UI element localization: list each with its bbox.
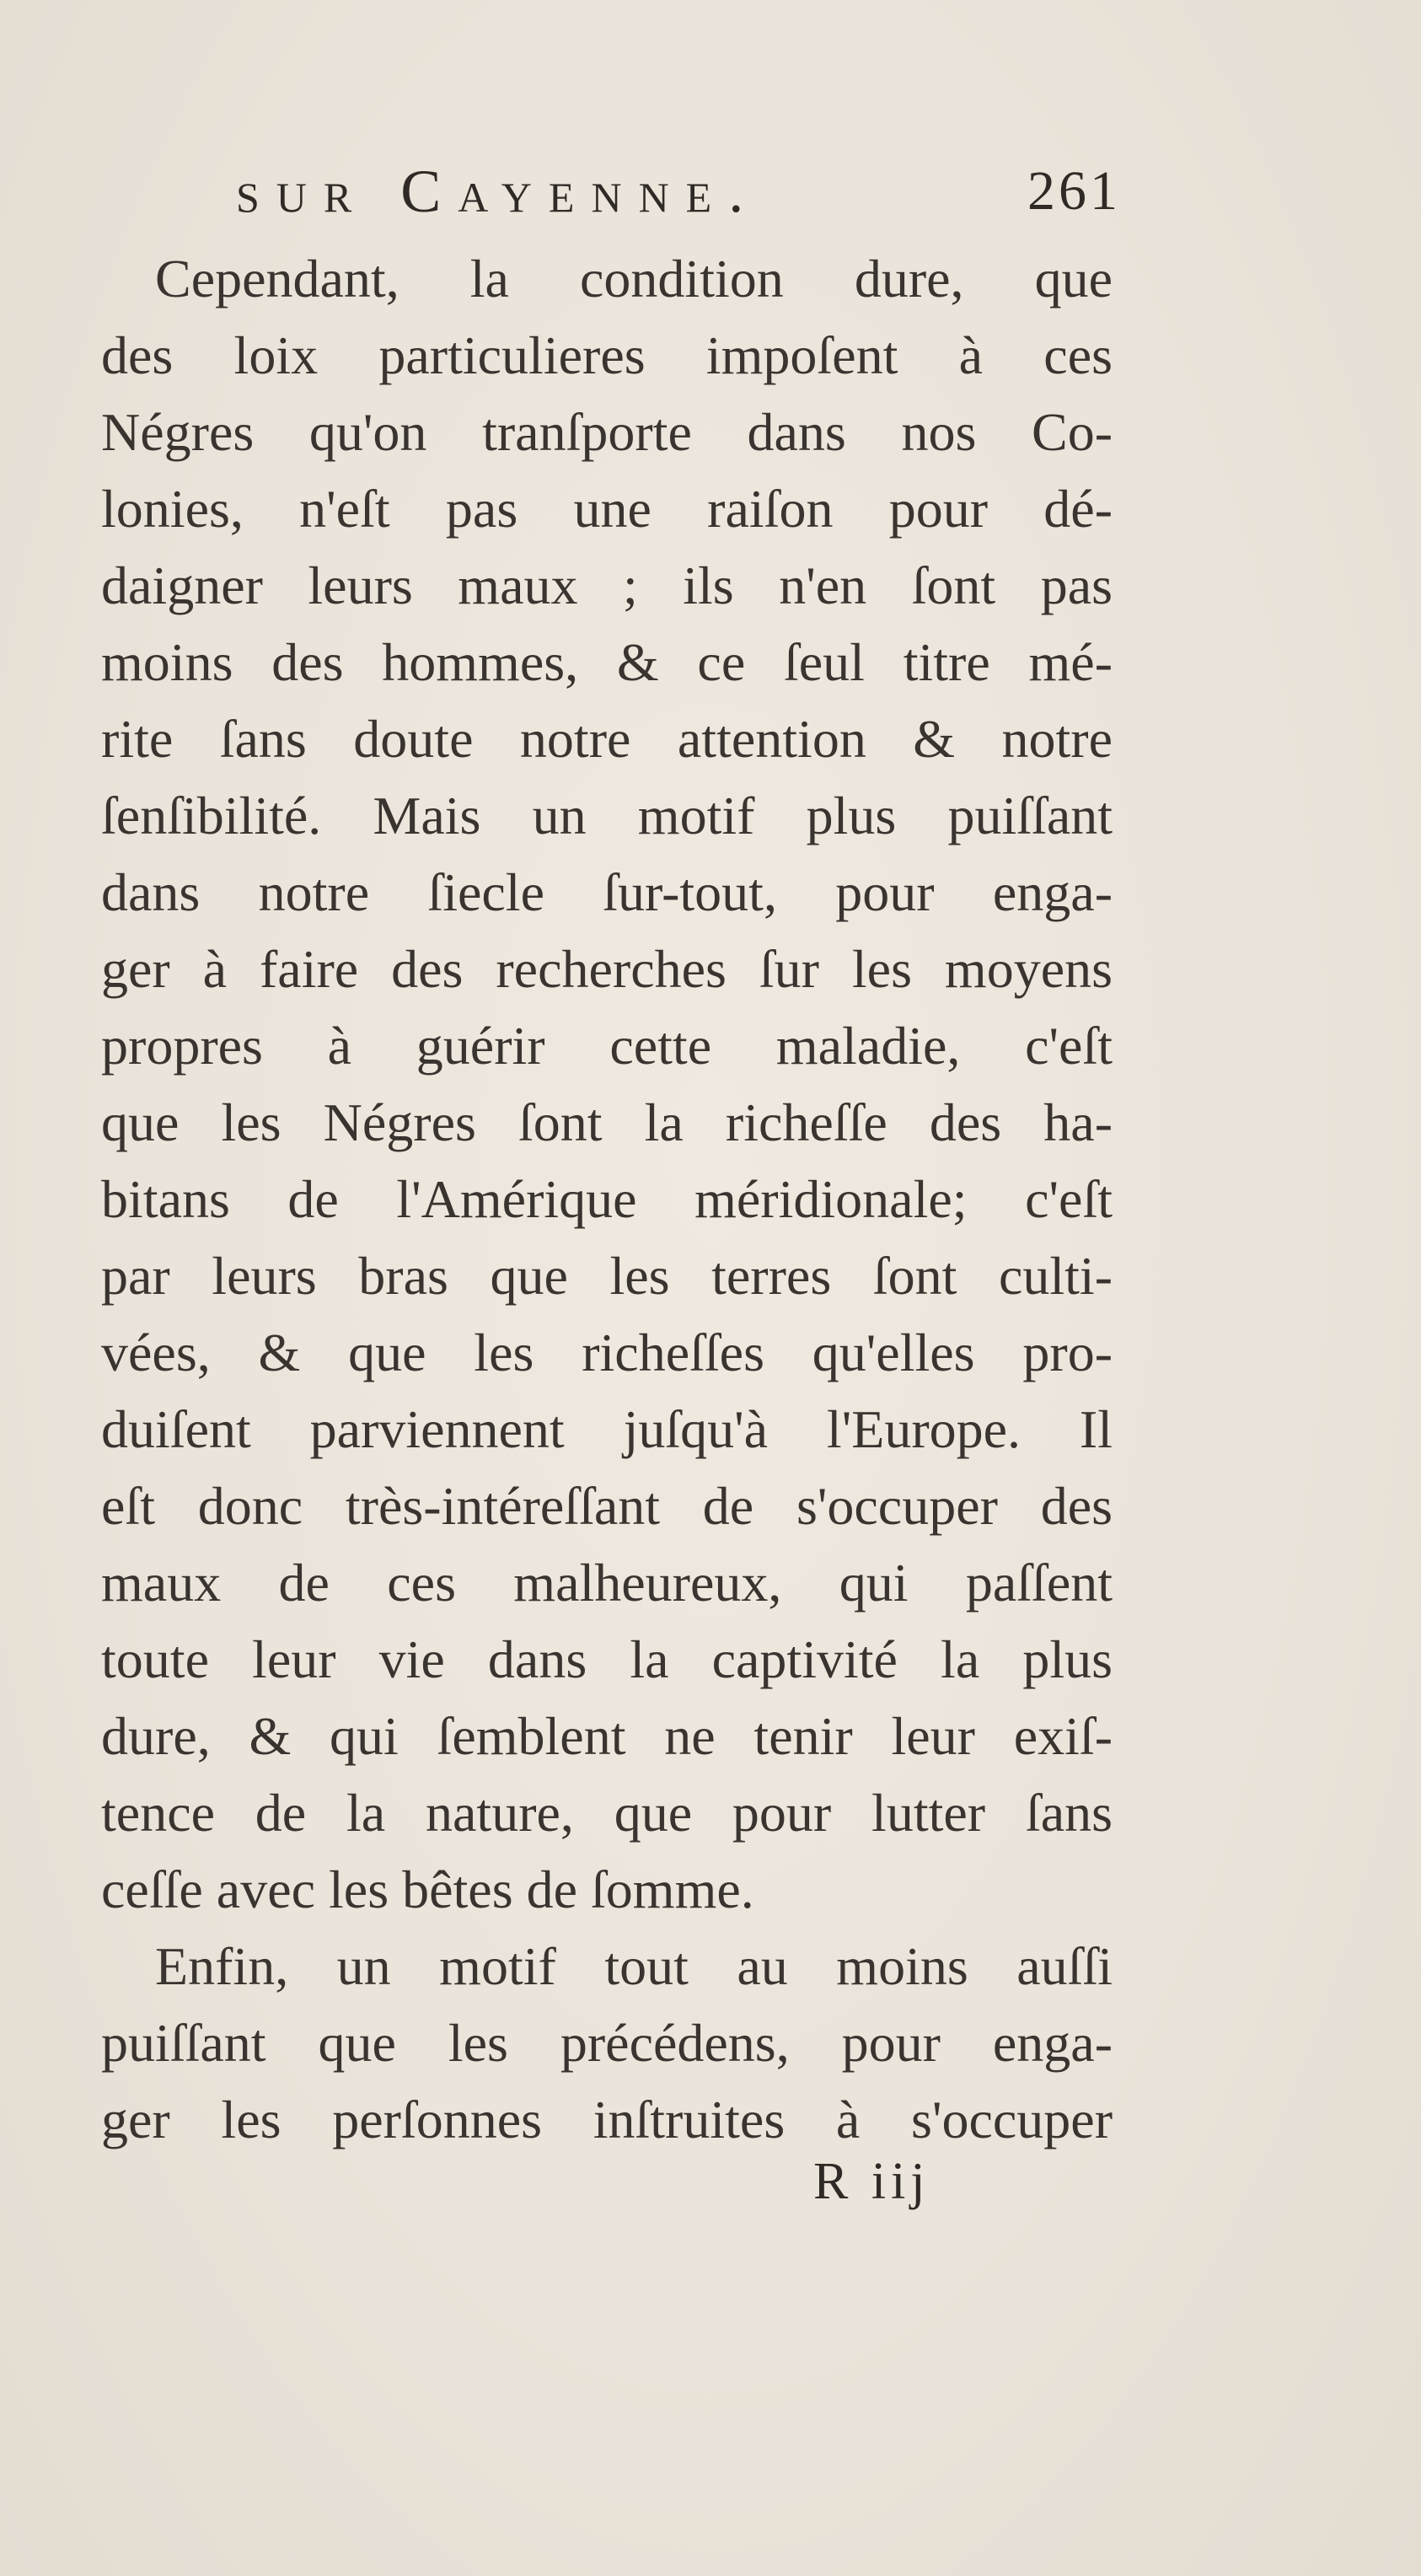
text-line: moins des hommes, & ce ſeul titre mé- — [101, 632, 1113, 692]
page-number: 261 — [1027, 160, 1121, 222]
text-line: ger les perſonnes inſtruites à s'occuper — [101, 2090, 1113, 2149]
text-line: ſenſibilité. Mais un motif plus puiſſant — [101, 786, 1113, 845]
text-line: toute leur vie dans la captivité la plus — [101, 1629, 1113, 1689]
text-line: tence de la nature, que pour lutter ſans — [101, 1783, 1113, 1843]
text-line: vées, & que les richeſſes qu'elles pro- — [101, 1323, 1113, 1382]
text-line: duiſent parviennent juſqu'à l'Europe. Il — [101, 1399, 1113, 1459]
text-line: Négres qu'on tranſporte dans nos Co- — [101, 402, 1113, 462]
text-line: Enfin, un motif tout au moins auſſi — [155, 1936, 1113, 1996]
text-line: que les Négres ſont la richeſſe des ha- — [101, 1092, 1113, 1152]
text-line: eſt donc très-intéreſſant de s'occuper des — [101, 1476, 1113, 1536]
text-line: puiſſant que les précédens, pour enga- — [101, 2013, 1113, 2073]
text-line: dure, & qui ſemblent ne tenir leur exiſ- — [101, 1706, 1113, 1766]
page-header — [236, 153, 1121, 229]
text-line: des loix particulieres impoſent à ces — [101, 325, 1113, 385]
text-line: maux de ces malheureux, qui paſſent — [101, 1553, 1113, 1613]
text-line: lonies, n'eſt pas une raiſon pour dé- — [101, 479, 1113, 539]
text-line: par leurs bras que les terres ſont culti- — [101, 1246, 1113, 1306]
body-text — [101, 240, 1113, 2158]
signature-mark: R iij — [813, 2153, 930, 2210]
text-line: ger à faire des recherches ſur les moyens — [101, 939, 1113, 999]
text-line: ceſſe avec les bêtes de ſomme. — [101, 1860, 754, 1919]
text-line: daigner leurs maux ; ils n'en ſont pas — [101, 555, 1113, 615]
text-line: propres à guérir cette maladie, c'eſt — [101, 1016, 1113, 1076]
running-title: sur Cayenne. — [236, 158, 761, 225]
text-line: Cependant, la condition dure, que — [155, 249, 1113, 309]
text-line: bitans de l'Amérique méridionale; c'eſt — [101, 1169, 1113, 1229]
text-line: dans notre ſiecle ſur-tout, pour enga- — [101, 862, 1113, 922]
text-line: rite ſans doute notre attention & notre — [101, 709, 1113, 769]
